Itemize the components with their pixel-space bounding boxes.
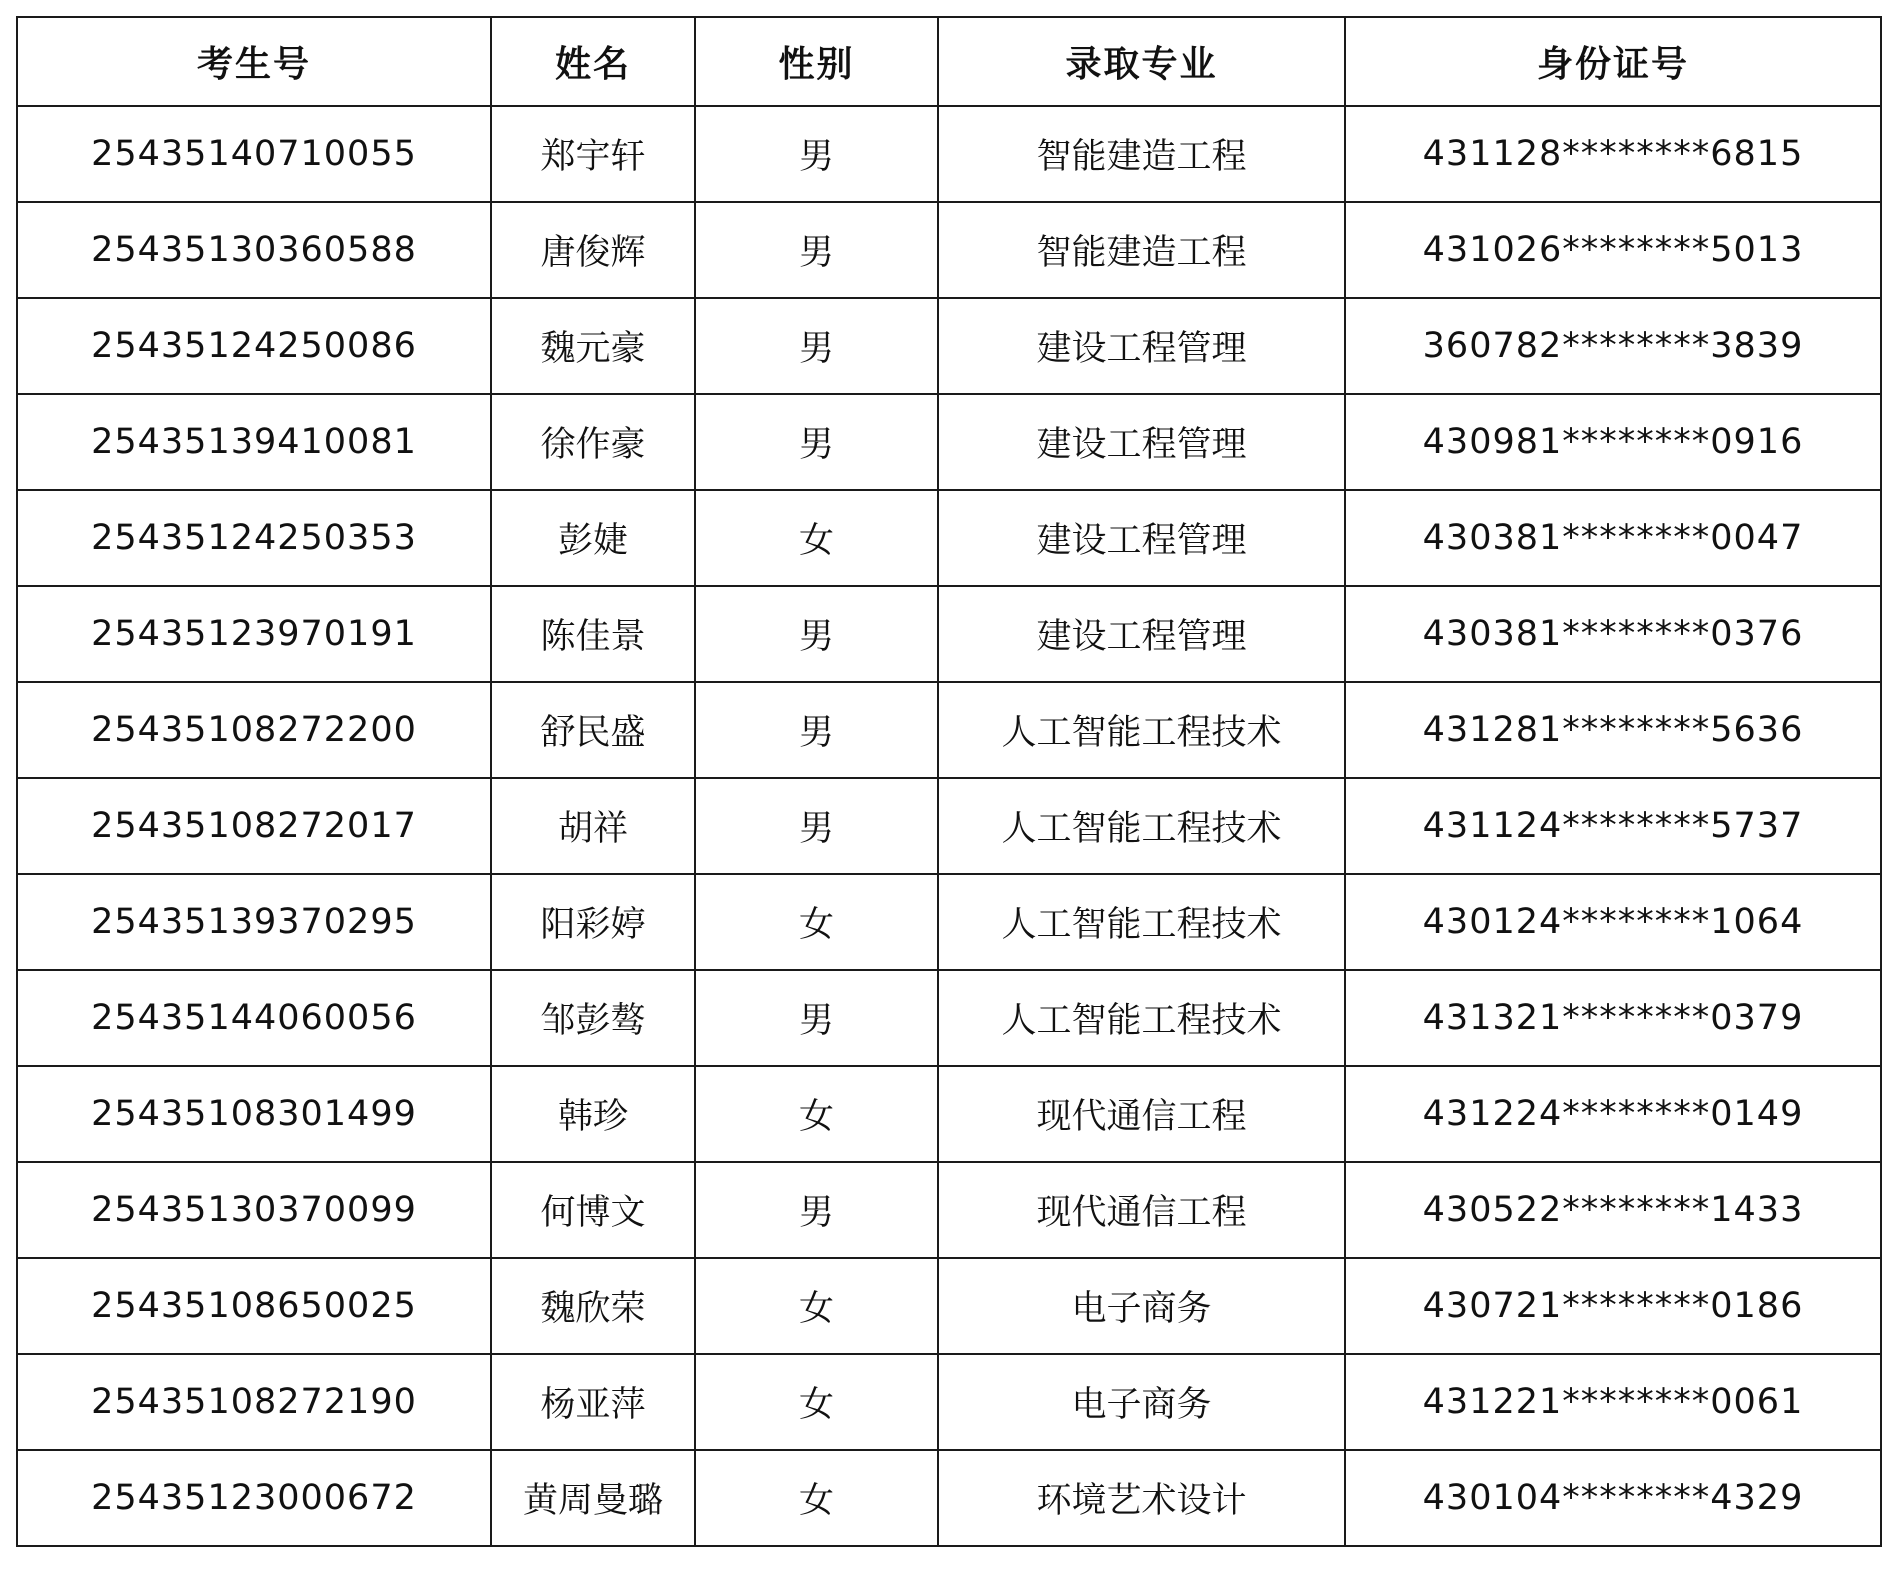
cell-name: 杨亚萍 [491,1354,695,1450]
cell-name: 魏欣荣 [491,1258,695,1354]
cell-name: 徐作豪 [491,394,695,490]
cell-name: 阳彩婷 [491,874,695,970]
cell-exam-number: 25435108650025 [17,1258,491,1354]
cell-id-number: 360782********3839 [1345,298,1881,394]
cell-major: 建设工程管理 [938,394,1345,490]
cell-major: 建设工程管理 [938,490,1345,586]
table-row [17,778,1881,874]
table-row [17,1258,1881,1354]
cell-exam-number: 25435123970191 [17,586,491,682]
cell-id-number: 431224********0149 [1345,1066,1881,1162]
cell-major: 现代通信工程 [938,1162,1345,1258]
table-row [17,1450,1881,1546]
cell-exam-number: 25435140710055 [17,106,491,202]
cell-major: 建设工程管理 [938,298,1345,394]
header-name: 姓名 [491,17,695,106]
cell-major: 人工智能工程技术 [938,874,1345,970]
cell-id-number: 430104********4329 [1345,1450,1881,1546]
cell-exam-number: 25435139410081 [17,394,491,490]
cell-major: 建设工程管理 [938,586,1345,682]
cell-major: 电子商务 [938,1354,1345,1450]
cell-name: 唐俊辉 [491,202,695,298]
cell-exam-number: 25435108301499 [17,1066,491,1162]
cell-exam-number: 25435123000672 [17,1450,491,1546]
table-header [17,17,1881,106]
cell-id-number: 430981********0916 [1345,394,1881,490]
cell-id-number: 431281********5636 [1345,682,1881,778]
cell-name: 韩珍 [491,1066,695,1162]
cell-gender: 男 [695,586,938,682]
cell-major: 智能建造工程 [938,106,1345,202]
table-body [17,106,1881,1546]
table-row [17,1066,1881,1162]
table-row [17,1354,1881,1450]
cell-id-number: 430381********0376 [1345,586,1881,682]
cell-exam-number: 25435108272017 [17,778,491,874]
cell-major: 环境艺术设计 [938,1450,1345,1546]
table-row [17,586,1881,682]
cell-major: 人工智能工程技术 [938,682,1345,778]
cell-name: 邹彭骜 [491,970,695,1066]
cell-id-number: 431321********0379 [1345,970,1881,1066]
cell-exam-number: 25435108272200 [17,682,491,778]
cell-name: 胡祥 [491,778,695,874]
cell-name: 舒民盛 [491,682,695,778]
cell-gender: 男 [695,778,938,874]
header-exam-number: 考生号 [17,17,491,106]
cell-gender: 女 [695,1450,938,1546]
cell-name: 彭婕 [491,490,695,586]
table-row [17,394,1881,490]
header-id-number: 身份证号 [1345,17,1881,106]
table-row [17,874,1881,970]
cell-gender: 女 [695,874,938,970]
cell-exam-number: 25435124250086 [17,298,491,394]
cell-name: 郑宇轩 [491,106,695,202]
cell-exam-number: 25435139370295 [17,874,491,970]
cell-gender: 男 [695,106,938,202]
cell-id-number: 430124********1064 [1345,874,1881,970]
cell-exam-number: 25435124250353 [17,490,491,586]
table-row [17,298,1881,394]
cell-gender: 女 [695,1258,938,1354]
cell-id-number: 430522********1433 [1345,1162,1881,1258]
admission-table [16,16,1882,1547]
table-row [17,970,1881,1066]
cell-exam-number: 25435130360588 [17,202,491,298]
table-row [17,682,1881,778]
cell-id-number: 431124********5737 [1345,778,1881,874]
cell-exam-number: 25435144060056 [17,970,491,1066]
table-row [17,1162,1881,1258]
cell-id-number: 430381********0047 [1345,490,1881,586]
cell-name: 魏元豪 [491,298,695,394]
cell-gender: 男 [695,682,938,778]
cell-major: 现代通信工程 [938,1066,1345,1162]
cell-major: 人工智能工程技术 [938,778,1345,874]
header-major: 录取专业 [938,17,1345,106]
cell-gender: 男 [695,970,938,1066]
cell-exam-number: 25435108272190 [17,1354,491,1450]
cell-gender: 女 [695,490,938,586]
cell-major: 人工智能工程技术 [938,970,1345,1066]
cell-id-number: 431026********5013 [1345,202,1881,298]
cell-exam-number: 25435130370099 [17,1162,491,1258]
cell-gender: 男 [695,1162,938,1258]
header-gender: 性别 [695,17,938,106]
cell-name: 陈佳景 [491,586,695,682]
cell-gender: 男 [695,394,938,490]
cell-name: 何博文 [491,1162,695,1258]
cell-name: 黄周曼璐 [491,1450,695,1546]
table-row [17,106,1881,202]
header-row [17,17,1881,106]
table-row [17,490,1881,586]
cell-major: 智能建造工程 [938,202,1345,298]
cell-gender: 男 [695,202,938,298]
table-row [17,202,1881,298]
cell-gender: 男 [695,298,938,394]
cell-gender: 女 [695,1066,938,1162]
cell-gender: 女 [695,1354,938,1450]
cell-id-number: 431128********6815 [1345,106,1881,202]
cell-id-number: 431221********0061 [1345,1354,1881,1450]
cell-major: 电子商务 [938,1258,1345,1354]
cell-id-number: 430721********0186 [1345,1258,1881,1354]
